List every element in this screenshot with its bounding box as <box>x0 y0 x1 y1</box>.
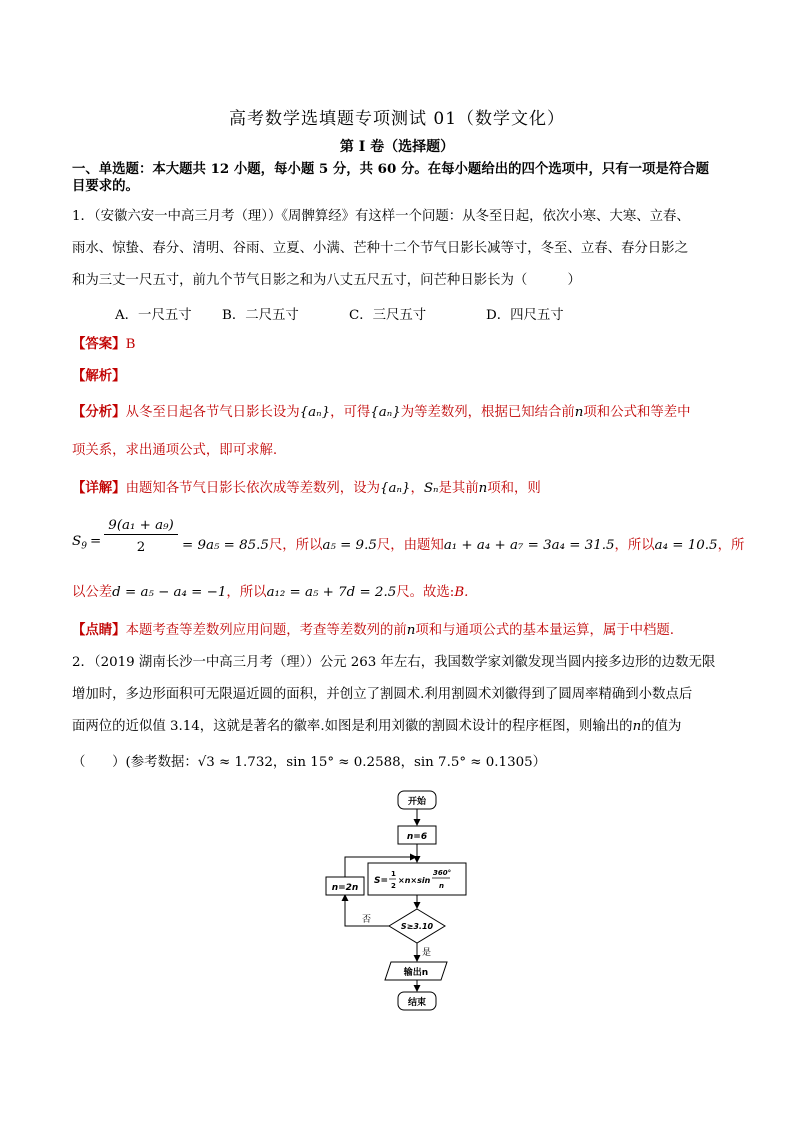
equation-s9-line: $S_9$ = 9(a₁ + a₉) 2 = 9a₅ = 85.5尺，所以a₅ = 9.5尺，由题知a₁ + a₄ + a₇ = 3a₄ = 31.5，所以a₄ = 10.5，所 <box>72 518 745 555</box>
eq-s9-rest: = 9a₅ = 85.5尺，所以a₅ = 9.5尺，由题知a₁ + a₄ + a₇ = 3a₄ = 31.5，所以a₄ = 10.5，所 <box>182 538 745 553</box>
option-b: B．二尺五寸 <box>222 308 299 323</box>
fenxi-tag: 【分析】 <box>72 404 126 420</box>
var-sn: Sₙ <box>423 481 439 496</box>
option-c: C．三尺五寸 <box>349 308 427 323</box>
seq-an-2: {aₙ} <box>370 405 401 420</box>
ref-sin15: sin 15° ≈ 0.2588 <box>286 755 401 770</box>
q1-line-3: 和为三丈一尺五寸，前九个节气日影之和为八丈五尺五寸，问芒种日影长为（ ） <box>72 273 581 288</box>
seq-an-3: {aₙ} <box>379 481 411 496</box>
final-choice: B. <box>454 585 469 600</box>
dianjing-tag: 【点睛】 <box>72 622 126 638</box>
q2-line-3: 面两位的近似值 3.14，这就是著名的徽率.如图是利用刘徽的割圆术设计的程序框图，则输出的n的值为 <box>72 719 682 734</box>
page-title: 高考数学选填题专项测试 01（数学文化） <box>228 109 566 129</box>
answer-value: B <box>125 337 136 352</box>
flow-cond-label: S≥3.10 <box>400 922 434 931</box>
flow-formula-half-num: 1 <box>391 870 396 878</box>
option-d: D．四尺五寸 <box>486 308 564 323</box>
eq-s9-symbol: $S_9$ <box>72 534 87 552</box>
eq-frac-num: 9(a₁ + a₉) <box>104 518 178 535</box>
instructions-line-1: 一、单选题：本大题共 12 小题，每小题 5 分，共 60 分。在每小题给出的四个选项中，只有一项是符合题 <box>72 161 709 177</box>
flow-no-label: 否 <box>362 915 372 925</box>
flow-formula-s: S= <box>374 876 389 886</box>
var-n-2: n <box>478 481 488 496</box>
flow-start-label: 开始 <box>407 797 427 807</box>
flow-yes-label: 是 <box>422 948 432 958</box>
xiangjie-text-2: ， <box>410 481 424 496</box>
section-subtitle: 第 I 卷（选择题） <box>339 139 455 155</box>
fenxi-text-1: 从冬至日起各节气日影长设为 <box>125 405 300 420</box>
q2-line-1: 2．（2019 湖南长沙一中高三月考（理））公元 263 年左右，我国数学家刘徽发现当圆内接多边形的边数无限 <box>72 655 716 670</box>
var-n: n <box>574 405 584 420</box>
xiangjie-text-4: 项和，则 <box>487 481 541 496</box>
flow-formula-angle-num: 360° <box>433 869 452 877</box>
flow-init-label: n=6 <box>406 832 428 842</box>
xiangjie-tag: 【详解】 <box>72 480 126 496</box>
dianjing-line: 【点睛】本题考查等差数列应用问题，考查等差数列的前n项和与通项公式的基本量运算，属于中档题. <box>72 622 675 638</box>
ref-sin75: sin 7.5° ≈ 0.1305 <box>414 755 533 770</box>
q2-line-4: （ ）(参考数据：√3 ≈ 1.732，sin 15° ≈ 0.2588，sin 7.5° ≈ 0.1305） <box>72 755 547 770</box>
fenxi-text-4: 项和公式和等差中 <box>583 405 691 420</box>
eq-frac-den: 2 <box>136 540 146 555</box>
jiexi-tag: 【解析】 <box>72 368 126 384</box>
seq-an: {aₙ} <box>299 405 331 420</box>
common-difference-line: 以公差d = a₅ − a₄ = −1，所以a₁₂ = a₅ + 7d = 2.5尺。故选:B. <box>72 585 469 600</box>
option-a: A．一尺五寸 <box>115 308 192 323</box>
q1-line-1: 1．（安徽六安一中高三月考（理））《周髀算经》有这样一个问题：从冬至日起，依次小寒、大寒、立春、 <box>72 209 690 224</box>
flow-formula-angle-den: n <box>439 882 444 890</box>
ref-sqrt3: √3 ≈ 1.732 <box>197 755 273 770</box>
flow-formula-mid: ×n×sin <box>398 876 431 885</box>
fenxi-line-2: 项关系，求出通项公式，即可求解. <box>72 443 278 458</box>
answer-tag: 【答案】 <box>72 336 126 352</box>
q2-line-2: 增加时，多边形面积可无限逼近圆的面积，并创立了割圆术.利用割圆术刘徽得到了圆周率精确到小数点后 <box>72 687 693 702</box>
instructions-line-2: 目要求的。 <box>72 178 139 194</box>
fenxi-text-2: ，可得 <box>330 405 371 420</box>
xiangjie-text-1: 由题知各节气日影长依次成等差数列，设为 <box>125 481 380 496</box>
fenxi-text-3: 为等差数列，根据已知结合前 <box>400 405 575 420</box>
flow-formula-half-den: 2 <box>391 882 396 890</box>
flow-output-label: 输出n <box>403 968 429 978</box>
flow-update-label: n=2n <box>331 883 359 893</box>
xiangjie-text-3: 是其前 <box>438 481 479 496</box>
flow-end-label: 结束 <box>407 998 427 1008</box>
q1-line-2: 雨水、惊蛰、春分、清明、谷雨、立夏、小满、芒种十二个节气日影长减等寸，冬至、立春、春分日影之 <box>72 241 688 256</box>
